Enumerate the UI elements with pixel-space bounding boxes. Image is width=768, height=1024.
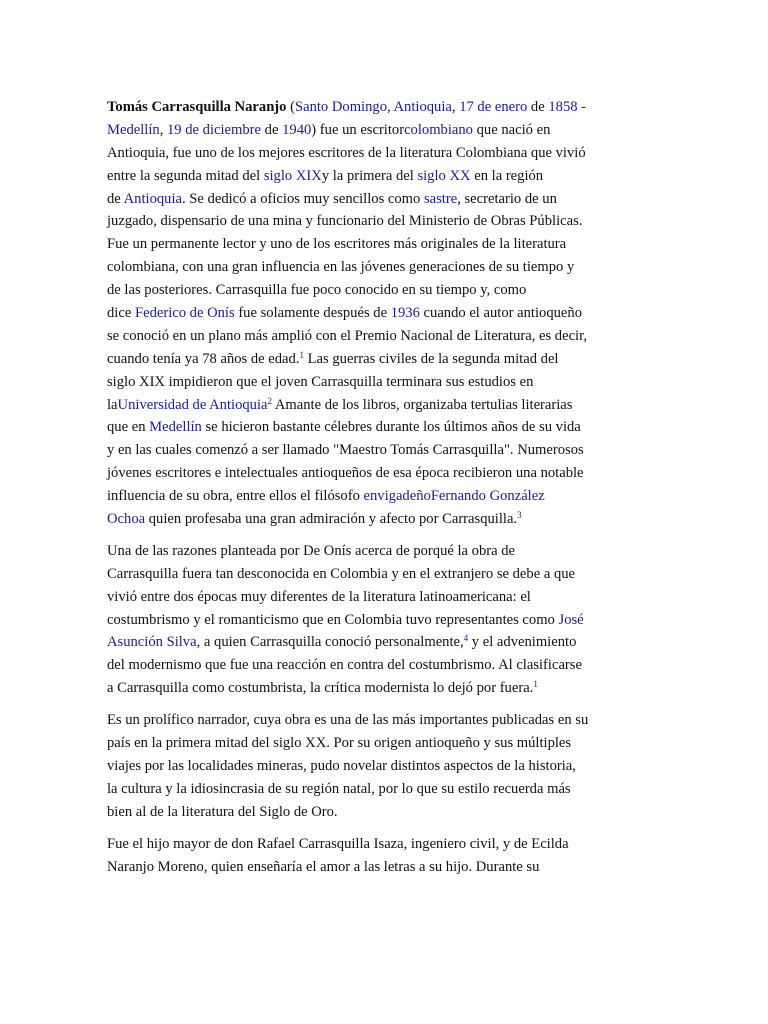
body-text: y la primera del [321, 167, 418, 184]
body-text: , a quien Carrasquilla conoció personalmente, [196, 634, 464, 651]
text-line [107, 188, 627, 211]
paragraph [107, 96, 627, 531]
article-body [107, 96, 627, 878]
hyperlink[interactable]: José [558, 611, 584, 628]
hyperlink[interactable]: sastre [423, 190, 458, 207]
body-text: Amante de los libros, organizaba tertulias literarias [272, 396, 573, 413]
text-line [107, 508, 627, 531]
body-text: ) fue un escritor [311, 121, 405, 138]
body-text: que en [107, 419, 150, 436]
body-text: país en la primera mitad del siglo XX. Por su origen antioqueño y sus múltiples [107, 735, 572, 752]
body-text: quien profesaba una gran admiración y afecto por Carrasquilla. [145, 511, 518, 528]
text-line [107, 833, 627, 856]
text-line [107, 540, 627, 563]
text-line [107, 732, 627, 755]
hyperlink[interactable]: 1940 [282, 121, 312, 138]
paragraph-spacer [107, 531, 627, 540]
paragraph-spacer [107, 824, 627, 833]
body-text: cuando tenía ya 78 años de edad. [107, 350, 300, 367]
text-line [107, 485, 627, 508]
paragraph-spacer [107, 700, 627, 709]
body-text: dice [107, 305, 135, 322]
body-text: vivió entre dos épocas muy diferentes de la literatura latinoamericana: el [107, 588, 531, 605]
body-text: influencia de su obra, entre ellos el filósofo [107, 488, 364, 505]
body-text: , [159, 121, 167, 138]
text-line [107, 233, 627, 256]
text-line [107, 256, 627, 279]
body-text: Las guerras civiles de la segunda mitad del [303, 350, 559, 367]
hyperlink[interactable]: 19 de diciembre [167, 121, 262, 138]
hyperlink[interactable]: - [577, 99, 587, 115]
body-text: colombiana, con una gran influencia en las jóvenes generaciones de su tiempo y [107, 259, 575, 276]
hyperlink[interactable]: colombiano [404, 121, 473, 138]
text-line [107, 348, 627, 371]
body-text: de [107, 190, 124, 207]
hyperlink[interactable]: Medellín [107, 121, 160, 138]
text-line [107, 609, 627, 632]
text-line [107, 416, 627, 439]
hyperlink[interactable]: Universidad de Antioquia [117, 396, 268, 413]
hyperlink[interactable]: siglo XIX [263, 167, 322, 184]
body-text: y el advenimiento [468, 634, 577, 651]
body-text: bien al de la literatura del Siglo de Oro. [107, 803, 338, 820]
body-text: Fue un permanente lector y uno de los escritores más originales de la literatura [107, 236, 567, 253]
footnote-reference[interactable]: 2 [267, 395, 273, 406]
hyperlink[interactable]: Fernando González [430, 488, 545, 505]
body-text: . Se dedicó a oficios muy sencillos como [182, 190, 424, 207]
text-line [107, 778, 627, 801]
body-text: la [107, 396, 118, 413]
body-text: Es un prolífico narrador, cuya obra es una de las más importantes publicadas en su [107, 712, 589, 729]
body-text: viajes por las localidades mineras, pudo novelar distintos aspectos de la historia, [107, 757, 576, 774]
footnote-reference[interactable]: 1 [299, 349, 304, 360]
text-line [107, 96, 627, 119]
text-line [107, 631, 627, 654]
body-text: , secretario de un [457, 190, 557, 207]
hyperlink[interactable]: 17 de enero [459, 99, 528, 115]
body-text: siglo XIX impidieron que el joven Carrasquilla terminara sus estudios en [107, 373, 534, 390]
hyperlink[interactable]: Antioquia [393, 99, 452, 115]
body-text: Naranjo Moreno, quien enseñaría el amor a las letras a su hijo. Durante su [107, 858, 540, 875]
hyperlink[interactable]: envigadeño [363, 488, 431, 505]
body-text: juzgado, dispensario de una mina y funcionario del Ministerio de Obras Públicas. [107, 213, 583, 230]
bold-title-text: Tomás Carrasquilla Naranjo [107, 99, 287, 115]
text-line [107, 165, 627, 188]
hyperlink[interactable]: Ochoa [107, 511, 146, 528]
hyperlink[interactable]: Asunción Silva [107, 634, 197, 651]
hyperlink[interactable]: Federico de Onís [134, 305, 235, 322]
text-line [107, 325, 627, 348]
body-text: costumbrismo y el romanticismo que en Colombia tuvo representantes como [107, 611, 559, 628]
text-line [107, 654, 627, 677]
paragraph [107, 540, 627, 700]
footnote-reference[interactable]: 4 [463, 633, 469, 644]
body-text: de las posteriores. Carrasquilla fue poco conocido en su tiempo y, como [107, 282, 527, 299]
footnote-reference[interactable]: 1 [533, 679, 538, 690]
text-line [107, 371, 627, 394]
body-text: de [527, 99, 549, 115]
body-text: fue solamente después de [234, 305, 391, 322]
body-text: entre la segunda mitad del [107, 167, 264, 184]
text-line [107, 586, 627, 609]
hyperlink[interactable]: Medellín [149, 419, 202, 436]
text-line [107, 142, 627, 165]
body-text: Una de las razones planteada por De Onís acerca de porqué la obra de [107, 542, 516, 559]
hyperlink[interactable]: Antioquia [123, 190, 182, 207]
body-text: , [387, 99, 394, 115]
text-line [107, 439, 627, 462]
text-line [107, 210, 627, 233]
body-text: cuando el autor antioqueño [419, 305, 582, 322]
body-text: , [451, 99, 460, 115]
body-text: jóvenes escritores e intelectuales antioqueños de esa época recibieron una notable [107, 465, 584, 482]
body-text: Antioquia, fue uno de los mejores escritores de la literatura Colombiana que vivió [107, 144, 586, 161]
body-text: se hicieron bastante célebres durante los últimos años de su vida [201, 419, 581, 436]
text-line [107, 119, 627, 142]
text-line [107, 563, 627, 586]
body-text: Fue el hijo mayor de don Rafael Carrasquilla Isaza, ingeniero civil, y de Ecilda [107, 835, 569, 852]
text-line [107, 677, 627, 700]
body-text: se conoció en un plano más amplió con el Premio Nacional de Literatura, es decir, [107, 327, 588, 344]
body-text: Carrasquilla fuera tan desconocida en Colombia y en el extranjero se debe a que [107, 565, 576, 582]
body-text: que nació en [472, 121, 551, 138]
paragraph [107, 833, 627, 879]
text-line [107, 394, 627, 417]
paragraph [107, 709, 627, 823]
text-line [107, 462, 627, 485]
body-text: ( [286, 99, 295, 115]
body-text: y en las cuales comenzó a ser llamado "Maestro Tomás Carrasquilla". Numerosos [107, 442, 584, 459]
footnote-reference[interactable]: 3 [517, 510, 522, 521]
body-text: a Carrasquilla como costumbrista, la crítica modernista lo dejó por fuera. [107, 680, 534, 697]
text-line [107, 709, 627, 732]
text-line [107, 856, 627, 879]
body-text: del modernismo que fue una reacción en contra del costumbrismo. Al clasificarse [107, 657, 582, 674]
hyperlink[interactable]: Santo Domingo [294, 99, 388, 115]
hyperlink[interactable]: siglo XX [417, 167, 471, 184]
text-line [107, 279, 627, 302]
text-line [107, 801, 627, 824]
body-text: de [261, 121, 283, 138]
body-text: en la región [470, 167, 544, 184]
body-text: la cultura y la idiosincrasia de su región natal, por lo que su estilo recuerda más [107, 780, 571, 797]
hyperlink[interactable]: 1936 [390, 305, 420, 322]
text-line [107, 302, 627, 325]
hyperlink[interactable]: 1858 [548, 99, 578, 115]
text-line [107, 755, 627, 778]
